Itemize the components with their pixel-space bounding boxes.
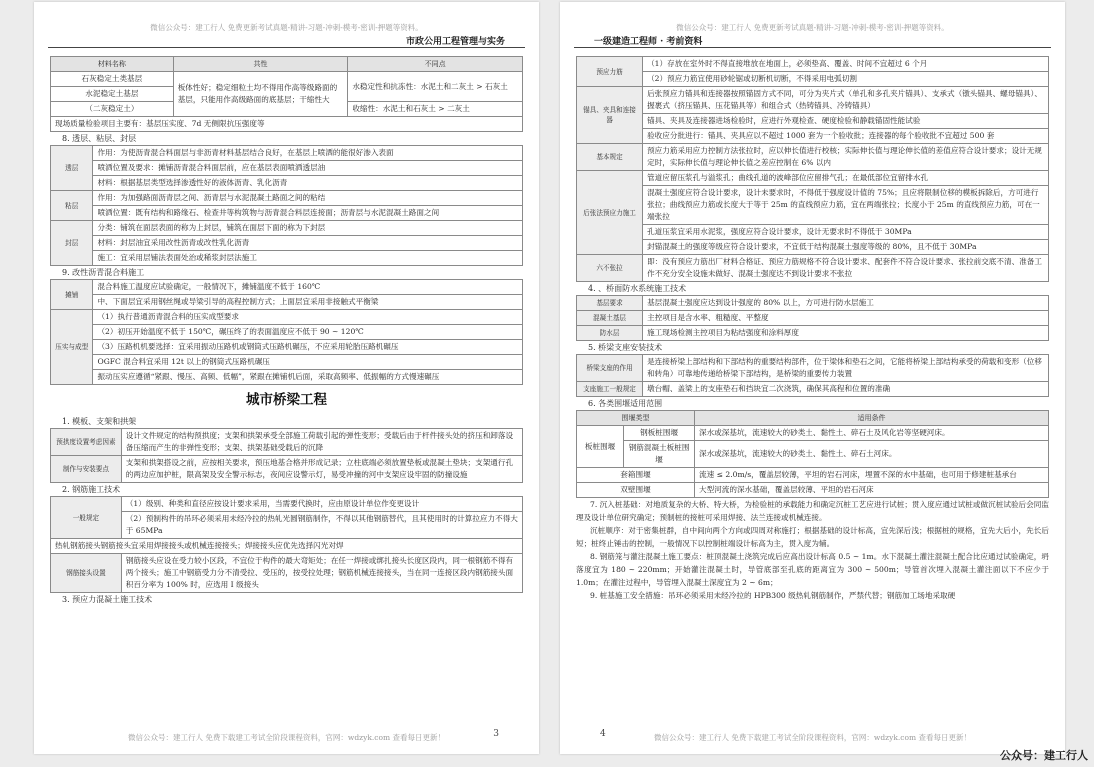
table-row <box>51 355 523 370</box>
row-text: 作用：为加强路面沥青层之间、沥青层与水泥混凝土路面之间的粘结 <box>93 191 523 206</box>
table-row <box>51 280 523 295</box>
table-footnote: 现场质量检验项目主要有：基层压实度、7d 无侧限抗压强度等 <box>51 117 523 132</box>
row-text: （3）压路机机要选择：宜采用振动压路机或钢筒式压路机碾压，不应采用轮胎压路机碾压 <box>93 340 523 355</box>
row-label: 预应力筋 <box>577 57 643 87</box>
table-row <box>577 255 1049 282</box>
row-label: 制作与安装要点 <box>51 456 122 483</box>
row-text: 墩台帽、盖梁上的支座垫石和挡块宜二次浇筑，确保其高程和位置的准确 <box>643 382 1049 397</box>
section-heading: 2. 钢筋施工技术 <box>62 485 121 494</box>
row-text: 喷洒位置：既有结构和路缘石、检查井等构筑物与沥青混合料层连接面；沥青层与水泥混凝土路面之间 <box>93 206 523 221</box>
table-row <box>51 456 523 483</box>
table-row <box>51 191 523 206</box>
table-row <box>577 72 1049 87</box>
col-header: 适用条件 <box>694 411 1048 426</box>
col-header: 材料名称 <box>51 57 174 72</box>
section-heading: 5. 桥梁支座安装技术 <box>588 343 663 352</box>
row-text: 喷洒位置及要求：摊铺沥青混合料面层前，应在基层表面喷洒透层油 <box>93 161 523 176</box>
row-label: 后张法预应力施工 <box>577 171 643 255</box>
row-text: 主控项目是含水率、粗糙度、平整度 <box>643 311 1049 326</box>
row-text: OGFC 混合料宜采用 12t 以上的钢筒式压路机碾压 <box>93 355 523 370</box>
row-text: 锚具、夹具及连接器进场检验时，应进行外观检查、硬度检验和静载锚固性能试验 <box>643 114 1049 129</box>
row-text: （1）存放在室外时不得直接堆放在地面上，必须垫高、覆盖、时间不宜超过 6 个月 <box>643 57 1049 72</box>
deck-waterproof-table <box>576 295 1049 341</box>
common-property: 板体性好；稳定细粒土均不得用作高等级路面的基层，只能用作高级路面的底基层；干缩性大 <box>173 72 348 117</box>
row-text: （1）执行普通沥青混合料的压实成型要求 <box>93 310 523 325</box>
cofferdam-group: 板桩围堰 <box>577 426 624 468</box>
table-row <box>51 554 523 593</box>
table-row <box>577 382 1049 397</box>
chapter-title: 城市桥梁工程 <box>246 392 327 408</box>
rebar-table <box>50 496 523 593</box>
table-row <box>577 144 1049 171</box>
base-material-table <box>50 56 523 132</box>
table-row <box>51 497 523 512</box>
row-text: 中、下面层宜采用钢丝绳或导梁引导的高程控制方式；上面层宜采用非接触式平衡梁 <box>93 295 523 310</box>
row-text: 材料：封层油宜采用改性沥青或改性乳化沥青 <box>93 236 523 251</box>
paragraph: 8. 钢筋笼与灌注混凝土施工要点：桩顶混凝土浇筑完成后应高出设计标高 0.5 ~ 1m。水下混凝土灌注混凝土配合比应通过试验确定，坍落度宜为 180 ~ 220mm；开始灌注混凝土时，导管底部至孔底的距离宜为 300 ~ 500m；导管首次埋入混凝土灌注面以下不应少于 1.0m；在灌注过程中，导管埋入混凝土深度宜为 2 ~ 6m； <box>576 552 1049 587</box>
cofferdam-condition: 流速 ≤ 2.0m/s，覆盖层较薄，平坦的岩石河床，埋置不深的水中基础，也可用于修建桩基承台 <box>694 468 1048 483</box>
prestress-table <box>576 56 1049 282</box>
row-text: 钢筋接头应设在受力较小区段，不宜位于构件的最大弯矩处；在任一焊接或绑扎接头长度区段内，同一根钢筋不得有两个接头；施工中钢筋受力分不清受拉、受压的，按受拉处理；钢筋机械连接接头，当在同一连接区段内钢筋接头面积百分率为 100% 时，应选用 I 级接头 <box>121 554 522 593</box>
row-text: （2）预应力筋宜使用砂轮锯或切断机切断，不得采用电弧切割 <box>643 72 1049 87</box>
table-row <box>577 87 1049 114</box>
row-text: 基层混凝土强度应达到设计强度的 80% 以上，方可进行防水层施工 <box>643 296 1049 311</box>
rebar-joint-note: 热轧钢筋接头钢筋接头宜采用焊接接头或机械连接接头；焊接接头应优先选择闪光对焊 <box>51 539 523 554</box>
brand-caption: 公众号：建工行人 <box>1000 749 1088 762</box>
right-page <box>560 2 1065 754</box>
table-row <box>577 186 1049 225</box>
paragraph: 7. 沉入桩基础：对地质复杂的大桥、特大桥，为检验桩的承载能力和确定沉桩工艺应进行试桩；贯入度应通过试桩或做沉桩试验后会同监理及设计单位研究确定；预制桩的接桩可采用焊接、法兰连接或机械连接。 <box>576 500 1049 522</box>
cofferdam-type: 双壁围堰 <box>577 483 695 498</box>
row-label: 防水层 <box>577 326 643 341</box>
row-label: 一般规定 <box>51 497 122 539</box>
page-number: 3 <box>493 729 499 739</box>
table-row <box>51 325 523 340</box>
row-label: 钢筋接头设置 <box>51 554 122 593</box>
table-row <box>51 512 523 539</box>
table-row <box>577 114 1049 129</box>
table-row <box>51 429 523 456</box>
table-row <box>51 310 523 325</box>
formwork-table <box>50 428 523 483</box>
coat-layer-table <box>50 145 523 266</box>
row-text: 孔道压浆宜采用水泥浆，强度应符合设计要求，设计无要求时不得低于 30MPa <box>643 225 1049 240</box>
row-label: 混凝土基层 <box>577 311 643 326</box>
table-row <box>577 296 1049 311</box>
row-text: 预应力筋采用应力控制方法张拉时，应以伸长值进行校核；实际伸长值与理论伸长值的差值应符合设计要求；设计无规定时，实际伸长值与理论伸长值之差应控制在 6% 以内 <box>643 144 1049 171</box>
table-row <box>577 355 1049 382</box>
paragraph: 沉桩顺序：对于密集桩群，自中间向两个方向或四周对称施打；根据基础的设计标高，宜先深后浅；根据桩的规格，宜先大后小，先长后短；桩终止锤击的控制，一般情况下以控制桩端设计标高为主，贯入度为辅。 <box>576 526 1049 548</box>
table-row <box>577 240 1049 255</box>
row-text: （2）预制构件的吊环必须采用未经冷拉的热轧光圆钢筋制作，不得以其他钢筋替代，且其使用时的计算拉应力不得大于 65MPa <box>121 512 522 539</box>
table-row <box>51 340 523 355</box>
bearing-table <box>576 354 1049 397</box>
col-header: 不同点 <box>348 57 523 72</box>
col-header: 围堰类型 <box>577 411 695 426</box>
row-label: 摊铺 <box>51 280 93 310</box>
table-row <box>577 326 1049 341</box>
table-row <box>51 221 523 236</box>
running-header: 市政公用工程管理与实务 <box>405 37 505 47</box>
row-label: 透层 <box>51 146 93 191</box>
section-heading: 3. 预应力混凝土施工技术 <box>62 595 153 604</box>
section-heading: 4. 、桥面防水系统施工技术 <box>588 284 687 293</box>
row-text: 验收应分批进行：锚具、夹具应以不超过 1000 套为一个验收批；连接器的每个验收批不宜超过 500 套 <box>643 129 1049 144</box>
table-row <box>51 161 523 176</box>
watermark-top: 微信公众号：建工行人 免费更新考试真题-精讲-习题-冲刺-模考-密训-押题等资料。 <box>676 23 949 32</box>
row-label: 封层 <box>51 221 93 266</box>
table-row <box>51 176 523 191</box>
table-row <box>51 251 523 266</box>
col-header: 共性 <box>173 57 348 72</box>
row-text: 管道应留压浆孔与溢浆孔；曲线孔道的波峰部位应留排气孔；在最低部位宜留排水孔 <box>643 171 1049 186</box>
row-text: 振动压实应遵循“紧跟、慢压、高频、低幅”，紧跟在摊铺机后面，采取高频率、低振幅的方式慢速碾压 <box>93 370 523 385</box>
row-text: 混合料施工温度应试验确定，一般情况下，摊铺温度不低于 160℃ <box>93 280 523 295</box>
table-row <box>51 206 523 221</box>
cofferdam-condition: 深水或深基坑，流速较大的砂类土、黏性土、碎石土及风化岩等坚硬河床。 <box>694 426 1048 441</box>
row-label: 支座施工一般规定 <box>577 382 643 397</box>
cofferdam-condition: 深水或深基坑，流速较大的砂类土、黏性土、碎石土河床。 <box>694 441 1048 468</box>
row-text: 混凝土强度应符合设计要求，设计未要求时，不得低于强度设计值的 75%；且应将限制位移的模板拆除后，方可进行张拉；曲线预应力筋或长度大于等于 25m 的直线预应力筋，宜在两端张拉；长度小于 25m 的直线预应力筋，可在一端张拉 <box>643 186 1049 225</box>
row-label: 锚具、夹具和连接器 <box>577 87 643 144</box>
header-rule <box>48 47 525 48</box>
row-text: 是连接桥梁上部结构和下部结构的重要结构部件，位于梁体和垫石之间，它能将桥梁上部结构承受的荷载和变形（位移和转角）可靠地传递给桥梁下部结构，是桥梁的重要传力装置 <box>643 355 1049 382</box>
row-label: 预拱度设置考虑因素 <box>51 429 122 456</box>
right-content <box>576 56 1049 602</box>
table-row <box>577 225 1049 240</box>
watermark-top: 微信公众号：建工行人 免费更新考试真题-精讲-习题-冲刺-模考-密训-押题等资料。 <box>150 23 423 32</box>
cofferdam-condition: 大型河流的深水基础，覆盖层较薄、平坦的岩石河床 <box>694 483 1048 498</box>
table-row <box>51 146 523 161</box>
row-label: 压实与成型 <box>51 310 93 385</box>
cofferdam-table <box>576 410 1049 498</box>
section-heading: 6. 各类围堰适用范围 <box>588 399 663 408</box>
watermark-bottom: 微信公众号：建工行人 免费下载建工考试全阶段课程资料，官网：wdzyk.com 查看每日更新！ <box>654 733 971 742</box>
watermark-bottom: 微信公众号：建工行人 免费下载建工考试全阶段课程资料，官网：wdzyk.com 查看每日更新！ <box>128 733 445 742</box>
table-row <box>51 295 523 310</box>
row-label: 六不张拉 <box>577 255 643 282</box>
section-heading: 1. 模板、支架和拱架 <box>62 417 137 426</box>
row-text: 后张预应力锚具和连接器按照锚固方式不同，可分为夹片式（单孔和多孔夹片锚具）、支承式（镦头锚具、螺母锚具）、握裹式（挤压锚具、压花锚具等）和组合式（热铸锚具、冷铸锚具） <box>643 87 1049 114</box>
row-label: 基层要求 <box>577 296 643 311</box>
table-row <box>577 311 1049 326</box>
table-row <box>51 236 523 251</box>
row-label: 基本规定 <box>577 144 643 171</box>
row-label: 粘层 <box>51 191 93 221</box>
row-text: 即：没有预应力筋出厂材料合格证、预应力筋规格不符合设计要求、配套件不符合设计要求、张拉前交底不清、准备工作不充分安全设施未做好、混凝土强度达不到设计要求不张拉 <box>643 255 1049 282</box>
difference: 水稳定性和抗冻性：水泥土和二灰土 > 石灰土 <box>348 72 523 102</box>
material-name: （二灰稳定土） <box>51 102 174 117</box>
table-row <box>577 129 1049 144</box>
row-text: 支架和拱架搭设之前，应按相关要求，预压地基合格并形成记录；立柱底端必须放置垫板或混凝土垫块；支架通行孔的两边应加护桩，限高架及安全警示标志，夜间应设警示灯，易受冲撞的河中支架应设牢固的防撞设施 <box>121 456 522 483</box>
modified-asphalt-table <box>50 279 523 385</box>
table-row <box>577 57 1049 72</box>
row-label: 桥梁支座的作用 <box>577 355 643 382</box>
running-header: 一级建造工程师 · 考前资料 <box>594 37 703 47</box>
row-text: （1）级别、种类和直径应按设计要求采用，当需要代换时，应由原设计单位作变更设计 <box>121 497 522 512</box>
cofferdam-type: 钢筋混凝土板桩围堰 <box>624 441 695 468</box>
page-number: 4 <box>600 729 606 739</box>
row-text: 设计文件规定的结构预拱度；支架和拱架承受全部施工荷载引起的弹性变形；受载后由于杆件接头处的挤压和卸落设备压缩而产生的非弹性变形；支架、拱架基础受载后的沉降 <box>121 429 522 456</box>
row-text: 作用：为使沥青混合料面层与非沥青材料基层结合良好，在基层上喷洒的能很好渗入表面 <box>93 146 523 161</box>
difference: 收缩性：水泥土和石灰土 > 二灰土 <box>348 102 523 117</box>
section-heading: 9. 改性沥青混合料施工 <box>62 268 145 277</box>
section-heading: 8. 透层、粘层、封层 <box>62 134 137 143</box>
row-text: 施工现场检测主控项目为粘结强度和涂料厚度 <box>643 326 1049 341</box>
left-page <box>34 2 539 754</box>
left-content <box>50 56 523 606</box>
row-text: 施工：宜采用层铺法表面处治或稀浆封层法施工 <box>93 251 523 266</box>
cofferdam-type: 套箱围堰 <box>577 468 695 483</box>
pile-paragraphs <box>576 498 1049 602</box>
table-row <box>51 370 523 385</box>
cofferdam-type: 钢板桩围堰 <box>624 426 695 441</box>
table-row <box>577 171 1049 186</box>
row-text: （2）初压开始温度不低于 150℃，碾压终了的表面温度应不低于 90 ~ 120℃ <box>93 325 523 340</box>
material-name: 水泥稳定土基层 <box>51 87 174 102</box>
row-text: 分类：铺筑在面层表面的称为上封层，铺筑在面层下面的称为下封层 <box>93 221 523 236</box>
paragraph: 9. 桩基施工安全措施：吊环必须采用未经冷拉的 HPB300 级热轧钢筋制作，严禁代替；钢筋加工场地采取硬 <box>590 591 956 600</box>
row-text: 材料：根据基层类型选择渗透性好的液体沥青、乳化沥青 <box>93 176 523 191</box>
material-name: 石灰稳定土类基层 <box>51 72 174 87</box>
row-text: 封锚混凝土的强度等级应符合设计要求，不宜低于结构混凝土强度等级的 80%，且不低于 30MPa <box>643 240 1049 255</box>
header-rule <box>574 47 1051 48</box>
